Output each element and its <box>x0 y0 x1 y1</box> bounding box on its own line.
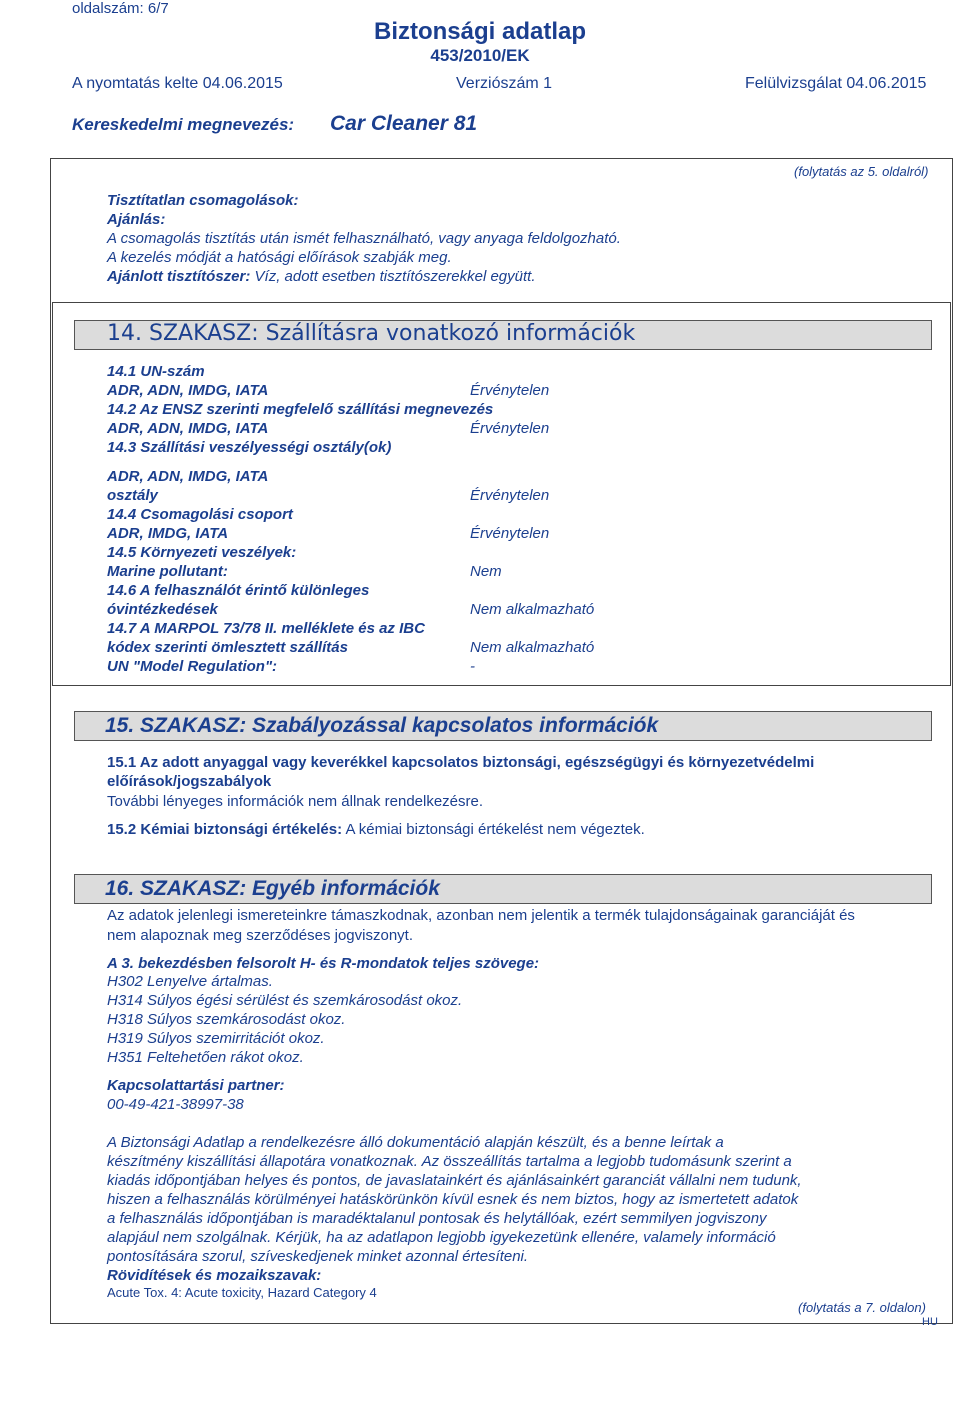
s14-label-6: osztály <box>107 487 158 504</box>
disclaimer-line-4: a felhasználás időpontjában is maradéktalanul pontosak és helytállóak, ezért semmilyen jogviszony <box>107 1210 767 1227</box>
phrase-2: H318 Súlyos szemkárosodást okoz. <box>107 1011 346 1028</box>
s14-value-3: Érvénytelen <box>470 420 550 437</box>
packaging-text-2: A kezelés módját a hatósági előírások szabják meg. <box>107 249 452 266</box>
s15-sub1-line1: 15.1 Az adott anyaggal vagy keverékkel kapcsolatos biztonsági, egészségügyi és környezetvédelmi <box>107 754 815 771</box>
version-number: Verziószám 1 <box>456 75 553 92</box>
packaging-heading: Tisztítatlan csomagolások: <box>107 192 299 209</box>
s14-label-1: ADR, ADN, IMDG, IATA <box>107 382 269 399</box>
cleaner-value: Víz, adott esetben tisztítószerekkel együtt. <box>254 268 536 285</box>
s14-label-8: ADR, IMDG, IATA <box>107 525 229 542</box>
s16-intro-2: nem alapoznak meg szerződéses jogviszonyt. <box>107 927 413 944</box>
regulation-number: 453/2010/EK <box>430 46 530 65</box>
s14-value-15: - <box>470 658 475 675</box>
s14-label-13: 14.7 A MARPOL 73/78 II. melléklete és az IBC <box>107 620 425 637</box>
s16-intro-1: Az adatok jelenlegi ismereteinkre támaszkodnak, azonban nem jelentik a termék tulajdonságainak garanciáját és <box>107 907 855 924</box>
section-16-header <box>74 874 932 904</box>
s14-value-12: Nem alkalmazható <box>470 601 595 618</box>
disclaimer-line-5: alapjául nem szolgálnak. Kérjük, ha az adatlapon legjobb igyekezetünk ellenére, valamely információ <box>107 1229 776 1246</box>
s14-value-6: Érvénytelen <box>470 487 550 504</box>
s14-label-11: 14.6 A felhasználót érintő különleges <box>107 582 370 599</box>
phrase-4: H351 Feltehetően rákot okoz. <box>107 1049 304 1066</box>
phrase-1: H314 Súlyos égési sérülést és szemkárosodást okoz. <box>107 992 463 1009</box>
cleaner-label: Ajánlott tisztítószer: <box>107 268 251 285</box>
s14-label-4: 14.3 Szállítási veszélyességi osztály(ok) <box>107 439 392 456</box>
continued-from-note: (folytatás az 5. oldalról) <box>794 164 929 179</box>
abbrev-label: Rövidítések és mozaikszavak: <box>107 1267 322 1284</box>
s14-label-12: óvintézkedések <box>107 601 218 618</box>
section-14-header <box>74 320 932 350</box>
disclaimer-line-6: pontosítására szorul, szíveskedjenek minket azonnal értesíteni. <box>107 1248 529 1265</box>
s15-sub1-text: További lényeges információk nem állnak rendelkezésre. <box>107 793 484 810</box>
contact-value: 00-49-421-38997-38 <box>107 1096 244 1113</box>
s14-label-3: ADR, ADN, IMDG, IATA <box>107 420 269 437</box>
recommendation-label: Ajánlás: <box>107 211 166 228</box>
disclaimer-line-0: A Biztonsági Adatlap a rendelkezésre álló dokumentáció alapján készült, és a benne leírtak a <box>107 1134 724 1151</box>
s14-value-1: Érvénytelen <box>470 382 550 399</box>
s14-label-2: 14.2 Az ENSZ szerinti megfelelő szállítási megnevezés <box>107 401 494 418</box>
section-15-title: 15. SZAKASZ: Szabályozással kapcsolatos információk <box>105 714 659 737</box>
document-title: Biztonsági adatlap <box>373 18 587 45</box>
s14-value-14: Nem alkalmazható <box>470 639 595 656</box>
trade-name-label: Kereskedelmi megnevezés: <box>72 115 295 134</box>
phrase-3: H319 Súlyos szemirritációt okoz. <box>107 1030 325 1047</box>
disclaimer-line-2: kiadás időpontjában helyes és pontos, de javaslatainkért és ajánlásainkért garanciát vállalni nem tudunk, <box>107 1172 802 1189</box>
s14-label-10: Marine pollutant: <box>107 563 228 580</box>
section-14-title: 14. SZAKASZ: Szállításra vonatkozó információk <box>107 321 636 346</box>
trade-name: Car Cleaner 81 <box>330 112 478 135</box>
print-date: A nyomtatás kelte 04.06.2015 <box>72 75 283 92</box>
country-code: HU <box>922 1316 938 1328</box>
abbrev-text: Acute Tox. 4: Acute toxicity, Hazard Category 4 <box>107 1285 377 1300</box>
s14-label-5: ADR, ADN, IMDG, IATA <box>107 468 269 485</box>
revision-date: Felülvizsgálat 04.06.2015 <box>745 75 927 92</box>
disclaimer-line-3: hiszen a felhasználás körülményei hatáskörünkön kívül esnek és nem biztos, hogy az ismertetett adatok <box>107 1191 799 1208</box>
s14-label-15: UN "Model Regulation": <box>107 658 278 675</box>
s14-label-9: 14.5 Környezeti veszélyek: <box>107 544 297 561</box>
phrase-0: H302 Lenyelve ártalmas. <box>107 973 273 990</box>
s14-value-8: Érvénytelen <box>470 525 550 542</box>
s14-label-14: kódex szerinti ömlesztett szállítás <box>107 639 348 656</box>
s14-label-7: 14.4 Csomagolási csoport <box>107 506 293 523</box>
s15-sub2-text: A kémiai biztonsági értékelést nem végeztek. <box>345 821 645 838</box>
s15-sub2-label: 15.2 Kémiai biztonsági értékelés: <box>107 821 343 838</box>
page-number: oldalszám: 6/7 <box>72 0 169 17</box>
section-16-title: 16. SZAKASZ: Egyéb információk <box>105 877 440 900</box>
continued-to-note: (folytatás a 7. oldalon) <box>798 1300 926 1315</box>
packaging-text-1: A csomagolás tisztítás után ismét felhasználható, vagy anyaga feldolgozható. <box>107 230 621 247</box>
disclaimer-line-1: készítmény kiszállítási állapotára vonatkoznak. Az összeállítás tartalma a legjobb tudomásunk szerint a <box>107 1153 792 1170</box>
s15-sub1-line2: előírások/jogszabályok <box>107 773 272 790</box>
phrases-heading: A 3. bekezdésben felsorolt H- és R-mondatok teljes szövege: <box>107 955 540 972</box>
s14-label-0: 14.1 UN-szám <box>107 363 205 380</box>
contact-label: Kapcsolattartási partner: <box>107 1077 285 1094</box>
s14-value-10: Nem <box>470 563 502 580</box>
section-15-header <box>74 711 932 741</box>
